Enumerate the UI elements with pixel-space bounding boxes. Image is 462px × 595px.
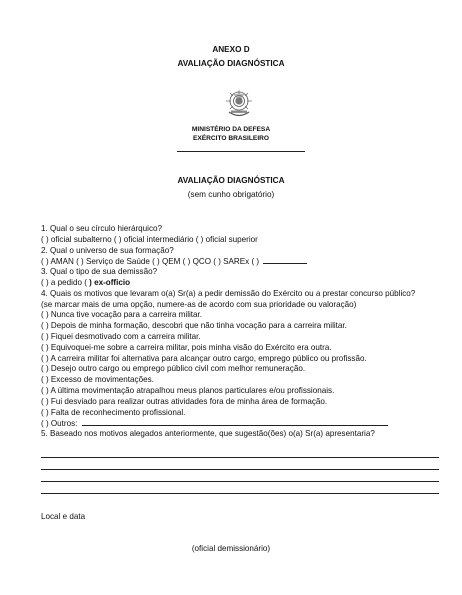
question-4-option[interactable]: ( ) A carreira militar foi alternativa para alcançar outro cargo, emprego público ou profissão. — [41, 353, 367, 363]
coat-of-arms-seal — [222, 86, 256, 120]
questionnaire — [41, 224, 441, 440]
question-4: 4. Quais os motivos que levaram o(a) Sr(a) a pedir demissão do Exército ou a prestar concurso público? — [41, 288, 416, 298]
answer-line[interactable] — [41, 493, 439, 494]
form-subtitle: (sem cunho obrigatório) — [187, 190, 275, 199]
question-2-row — [41, 256, 441, 267]
answer-line[interactable] — [41, 469, 439, 470]
question-4-option[interactable]: ( ) Desejo outro cargo ou emprego público civil com melhor remuneração. — [41, 364, 306, 374]
option-ex-officio[interactable]: ) ex-officio — [89, 277, 131, 287]
question-4-other-blank[interactable] — [82, 418, 388, 426]
question-1-options[interactable]: ( ) oficial subalterno ( ) oficial intermediário ( ) oficial superior — [41, 234, 258, 244]
place-and-date: Local e data — [41, 512, 86, 521]
option-on-request[interactable]: ( ) a pedido ( — [41, 277, 87, 287]
form-title: AVALIAÇÃO DIAGNÓSTICA — [177, 176, 285, 185]
army-label: EXÉRCITO BRASILEIRO — [192, 135, 270, 142]
question-4-option[interactable]: ( ) Fiquei desmotivado com a carreira militar. — [41, 331, 201, 341]
signature-label: (oficial demissionário) — [191, 544, 271, 553]
question-5: 5. Baseado nos motivos alegados anteriormente, que sugestão(ões) o(a) Sr(a) apresentaria? — [41, 429, 375, 439]
annex-label: ANEXO D — [212, 45, 250, 54]
question-4-other[interactable]: ( ) Outros: — [41, 419, 78, 429]
header-divider — [177, 151, 305, 152]
question-2: 2. Qual o universo de sua formação? — [41, 245, 174, 255]
question-4-option[interactable]: ( ) Fui desviado para realizar outras atividades fora de minha área de formação. — [41, 396, 328, 406]
question-4-other-row — [41, 418, 441, 429]
question-4-option[interactable]: ( ) A última movimentação atrapalhou meus planos particulares e/ou profissionais. — [41, 385, 335, 395]
question-4-option[interactable]: ( ) Equivoquei-me sobre a carreira militar, pois minha visão do Exército era outra. — [41, 342, 332, 352]
question-3-row — [41, 278, 441, 289]
document-title: AVALIAÇÃO DIAGNÓSTICA — [177, 59, 285, 68]
question-4-option[interactable]: ( ) Nunca tive vocação para a carreira militar. — [41, 310, 203, 320]
question-4-option[interactable]: ( ) Excesso de movimentações. — [41, 375, 154, 385]
question-2-other-blank[interactable] — [263, 256, 307, 264]
question-1: 1. Qual o seu círculo hierárquico? — [41, 224, 163, 233]
question-4-note: (se marcar mais de uma opção, numere-as de acordo com sua prioridade ou valoração) — [41, 299, 357, 309]
answer-line[interactable] — [41, 481, 439, 482]
question-3: 3. Qual o tipo de sua demissão? — [41, 267, 158, 277]
ministry-label: MINISTÉRIO DA DEFESA — [191, 126, 271, 133]
answer-line[interactable] — [41, 457, 439, 458]
question-4-option[interactable]: ( ) Depois de minha formação, descobri que não tinha vocação para a carreira militar. — [41, 321, 347, 331]
question-2-options[interactable]: ( ) AMAN ( ) Serviço de Saúde ( ) QEM ( ) QCO ( ) SAREx ( ) — [41, 257, 260, 267]
question-4-option[interactable]: ( ) Falta de reconhecimento profissional. — [41, 407, 186, 417]
